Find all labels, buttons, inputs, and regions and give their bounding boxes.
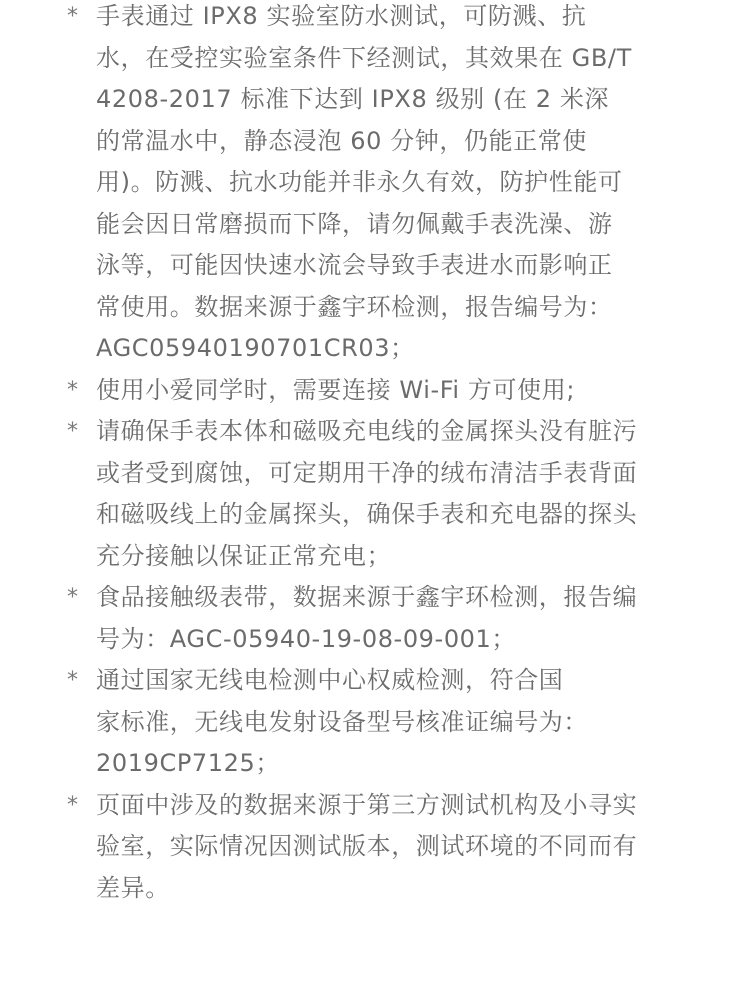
note-line: 号为：AGC-05940-19-08-09-001； xyxy=(96,624,517,653)
note-line: 的常温水中，静态浸泡 60 分钟，仍能正常使 xyxy=(96,126,587,155)
bullet-asterisk: * xyxy=(67,419,79,444)
note-text xyxy=(96,0,688,370)
bullet-asterisk: * xyxy=(67,4,79,29)
bullet-asterisk: * xyxy=(67,792,79,818)
note-line: 使用小爱同学时，需要连接 Wi-Fi 方可使用; xyxy=(96,375,576,404)
note-line: 或者受到腐蚀，可定期用干净的绒布清洁手表背面 xyxy=(96,458,638,487)
note-text xyxy=(96,577,688,660)
bullet-asterisk: * xyxy=(67,377,79,403)
note-line: 验室，实际情况因测试版本，测试环境的不同而有 xyxy=(96,832,638,860)
note-item-waterproof xyxy=(0,0,750,370)
note-line: 差异。 xyxy=(96,873,170,902)
note-line: AGC05940190701CR03； xyxy=(96,334,415,362)
note-item-charging xyxy=(0,411,750,577)
note-line: 4208-2017 标准下达到 IPX8 级别 (在 2 米深 xyxy=(96,85,610,113)
note-line: 2019CP7125； xyxy=(96,749,280,777)
bullet-asterisk: * xyxy=(67,668,79,693)
note-line: 和磁吸线上的金属探头，确保手表和充电器的探头 xyxy=(96,500,638,528)
note-line: 食品接触级表带，数据来源于鑫宇环检测，报告编 xyxy=(96,583,638,611)
note-text xyxy=(96,411,688,577)
note-text xyxy=(96,370,688,412)
note-line: 手表通过 IPX8 实验室防水测试，可防溅、抗 xyxy=(96,2,587,30)
note-line: 页面中涉及的数据来源于第三方测试机构及小寻实 xyxy=(96,790,638,819)
note-item-strap xyxy=(0,577,750,660)
note-line: 请确保手表本体和磁吸充电线的金属探头没有脏污 xyxy=(96,417,638,445)
note-line: 水，在受控实验室条件下经测试，其效果在 GB/T xyxy=(96,43,632,72)
note-item-xiaoai xyxy=(0,370,750,412)
note-line: 能会因日常磨损而下降，请勿佩戴手表洗澡、游 xyxy=(96,209,613,238)
note-line: 通过国家无线电检测中心权威检测，符合国 xyxy=(96,666,564,694)
note-item-radio-certification xyxy=(0,660,750,785)
note-line: 泳等，可能因快速水流会导致手表进水而影响正 xyxy=(96,251,613,279)
bullet-asterisk: * xyxy=(67,585,79,610)
note-text xyxy=(96,785,688,910)
note-item-data-source xyxy=(0,785,750,910)
note-line: 常使用。数据来源于鑫宇环检测，报告编号为： xyxy=(96,292,613,321)
note-line: 用)。防溅、抗水功能并非永久有效，防护性能可 xyxy=(96,168,623,196)
note-line: 家标准，无线电发射设备型号核准证编号为： xyxy=(96,707,588,736)
note-text xyxy=(96,660,688,785)
note-line: 充分接触以保证正常充电； xyxy=(96,541,392,570)
